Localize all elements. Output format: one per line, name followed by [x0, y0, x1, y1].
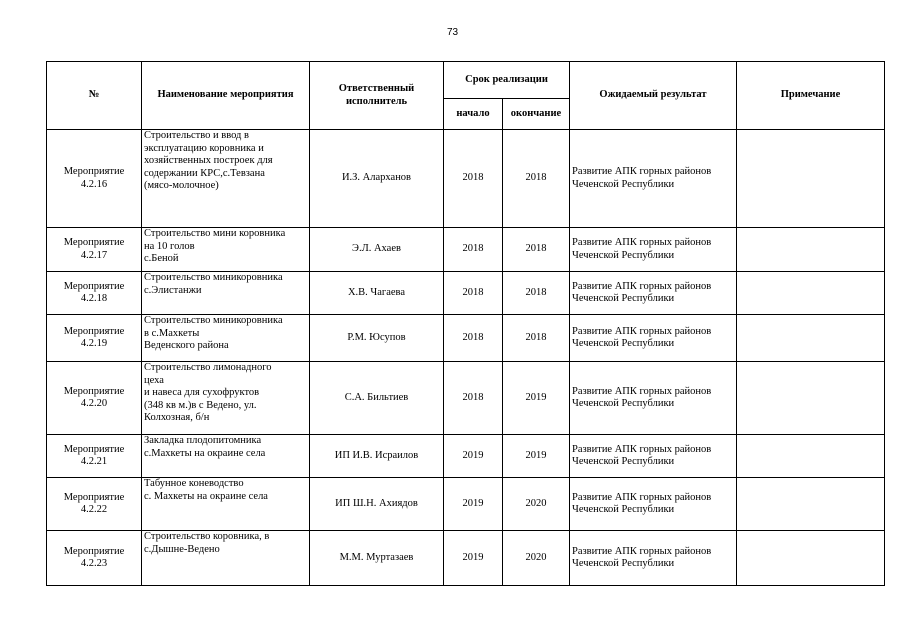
measure-name-line: с.Элистанжи [144, 284, 202, 296]
measure-number-line: Мероприятие [63, 237, 125, 248]
table-body [47, 130, 885, 586]
measure-name-line: хозяйственных построек для [144, 155, 273, 166]
table-row [47, 531, 885, 586]
expected-result-line: Чеченской Республики [572, 249, 675, 261]
header-period: Срок реализации [444, 62, 570, 99]
measure-name-line: на 10 голов [144, 240, 195, 252]
measure-number [47, 531, 142, 586]
measure-number-line: 4.2.22 [80, 504, 108, 515]
expected-result-line: Чеченской Республики [572, 178, 675, 190]
measure-number-line: 4.2.21 [80, 456, 108, 467]
start-year: 2018 [444, 228, 503, 272]
expected-result-line: Развитие АПК горных районов [572, 545, 712, 557]
header-responsible-line: исполнитель [345, 95, 408, 107]
responsible-executor: Р.М. Юсупов [310, 315, 444, 362]
header-start: начало [444, 99, 503, 130]
measure-number-line: Мероприятие [63, 280, 125, 292]
end-year: 2018 [503, 315, 570, 362]
table-header [47, 62, 885, 130]
table-row [47, 435, 885, 478]
table-row [47, 272, 885, 315]
measure-name-line: Колхозная, б/н [144, 412, 210, 423]
expected-result [570, 478, 737, 531]
measure-name [142, 362, 310, 435]
measure-number-line: Мероприятие [63, 545, 125, 557]
measure-name-line: Строительство и ввод в [144, 130, 249, 141]
measure-name-line: Веденского района [144, 340, 229, 351]
measure-name-line: цеха [144, 374, 164, 386]
measure-number [47, 362, 142, 435]
responsible-executor: С.А. Бильтиев [310, 362, 444, 435]
measure-name [142, 228, 310, 272]
measures-table [46, 61, 885, 586]
measure-name-line: и навеса для сухофруктов [144, 387, 260, 398]
header-responsible-line: Ответственный [338, 83, 415, 94]
expected-result-line: Развитие АПК горных районов [572, 166, 712, 177]
table-row [47, 315, 885, 362]
measure-name [142, 435, 310, 478]
measure-number [47, 315, 142, 362]
expected-result-line: Чеченской Республики [572, 338, 675, 349]
measure-name [142, 272, 310, 315]
measure-name-line: Табунное коневодство [144, 478, 244, 489]
measure-number [47, 478, 142, 531]
measure-number [47, 435, 142, 478]
measure-name [142, 130, 310, 228]
header-result: Ожидаемый результат [570, 62, 737, 130]
end-year: 2020 [503, 478, 570, 531]
measure-number-line: 4.2.18 [80, 293, 108, 304]
responsible-executor: ИП И.В. Исраилов [310, 435, 444, 478]
header-responsible [310, 62, 444, 130]
note-cell [737, 478, 885, 531]
measure-number-line: Мероприятие [63, 325, 125, 337]
end-year: 2018 [503, 130, 570, 228]
expected-result [570, 272, 737, 315]
start-year: 2018 [444, 315, 503, 362]
note-cell [737, 362, 885, 435]
expected-result [570, 435, 737, 478]
measure-name-line: Закладка плодопитомника [144, 435, 262, 446]
expected-result [570, 315, 737, 362]
header-number: № [47, 62, 142, 130]
measure-name-line: (348 кв м.)в с Ведено, ул. [144, 399, 257, 411]
start-year: 2019 [444, 531, 503, 586]
expected-result-line: Развитие АПК горных районов [572, 385, 712, 397]
expected-result-line: Чеченской Республики [572, 293, 675, 304]
measure-number [47, 272, 142, 315]
measure-number-line: 4.2.16 [80, 178, 108, 190]
measure-name [142, 315, 310, 362]
measure-name-line: эксплуатацию коровника и [144, 142, 264, 154]
measure-name-line: (мясо-молочное) [144, 180, 219, 191]
note-cell [737, 531, 885, 586]
measure-number-line: 4.2.17 [80, 249, 108, 261]
start-year: 2018 [444, 272, 503, 315]
expected-result-line: Чеченской Республики [572, 558, 675, 569]
table-row [47, 362, 885, 435]
responsible-executor: М.М. Муртазаев [310, 531, 444, 586]
table-row [47, 228, 885, 272]
measure-number-line: Мероприятие [63, 443, 125, 455]
measure-number-line: Мероприятие [63, 385, 125, 397]
end-year: 2020 [503, 531, 570, 586]
expected-result [570, 130, 737, 228]
measure-name-line: Строительство миникоровника [144, 315, 283, 326]
responsible-executor: ИП Ш.Н. Ахиядов [310, 478, 444, 531]
measure-number-line: 4.2.19 [80, 338, 108, 349]
note-cell [737, 435, 885, 478]
note-cell [737, 228, 885, 272]
measure-name [142, 531, 310, 586]
measure-name [142, 478, 310, 531]
responsible-executor: И.З. Аларханов [310, 130, 444, 228]
header-note: Примечание [737, 62, 885, 130]
measure-name-line: содержании КРС,с.Тевзана [144, 167, 265, 179]
note-cell [737, 272, 885, 315]
expected-result-line: Чеченской Республики [572, 504, 675, 515]
end-year: 2019 [503, 435, 570, 478]
end-year: 2018 [503, 228, 570, 272]
measure-number-line: 4.2.23 [80, 558, 108, 569]
expected-result-line: Развитие АПК горных районов [572, 280, 712, 292]
responsible-executor: Х.В. Чагаева [310, 272, 444, 315]
header-end: окончание [503, 99, 570, 130]
measure-name-line: Строительство лимонадного [144, 362, 272, 373]
expected-result [570, 362, 737, 435]
expected-result-line: Чеченской Республики [572, 398, 675, 409]
measure-name-line: с.Беной [144, 253, 179, 264]
note-cell [737, 315, 885, 362]
expected-result [570, 228, 737, 272]
measure-name-line: Строительство мини коровника [144, 228, 286, 239]
measure-number [47, 228, 142, 272]
measure-name-line: Строительство миникоровника [144, 272, 283, 283]
start-year: 2019 [444, 435, 503, 478]
measure-name-line: с.Дышне-Ведено [144, 543, 220, 555]
expected-result [570, 531, 737, 586]
page-number: 73 [446, 27, 459, 38]
table-row [47, 478, 885, 531]
measure-name-line: Строительство коровника, в [144, 531, 270, 542]
measure-number-line: Мероприятие [63, 491, 125, 503]
expected-result-line: Развитие АПК горных районов [572, 443, 712, 455]
expected-result-line: Развитие АПК горных районов [572, 491, 712, 503]
end-year: 2018 [503, 272, 570, 315]
note-cell [737, 130, 885, 228]
measure-name-line: с.Махкеты на окраине села [144, 447, 266, 459]
start-year: 2018 [444, 130, 503, 228]
end-year: 2019 [503, 362, 570, 435]
start-year: 2018 [444, 362, 503, 435]
measure-number-line: 4.2.20 [80, 398, 108, 409]
responsible-executor: Э.Л. Ахаев [310, 228, 444, 272]
expected-result-line: Чеченской Республики [572, 456, 675, 467]
measure-name-line: с. Махкеты на окраине села [144, 490, 268, 502]
header-name: Наименование мероприятия [142, 62, 310, 130]
measure-number [47, 130, 142, 228]
expected-result-line: Развитие АПК горных районов [572, 237, 712, 248]
expected-result-line: Развитие АПК горных районов [572, 325, 712, 337]
table-row [47, 130, 885, 228]
measure-number-line: Мероприятие [63, 166, 125, 177]
start-year: 2019 [444, 478, 503, 531]
measure-name-line: в с.Махкеты [144, 327, 200, 339]
